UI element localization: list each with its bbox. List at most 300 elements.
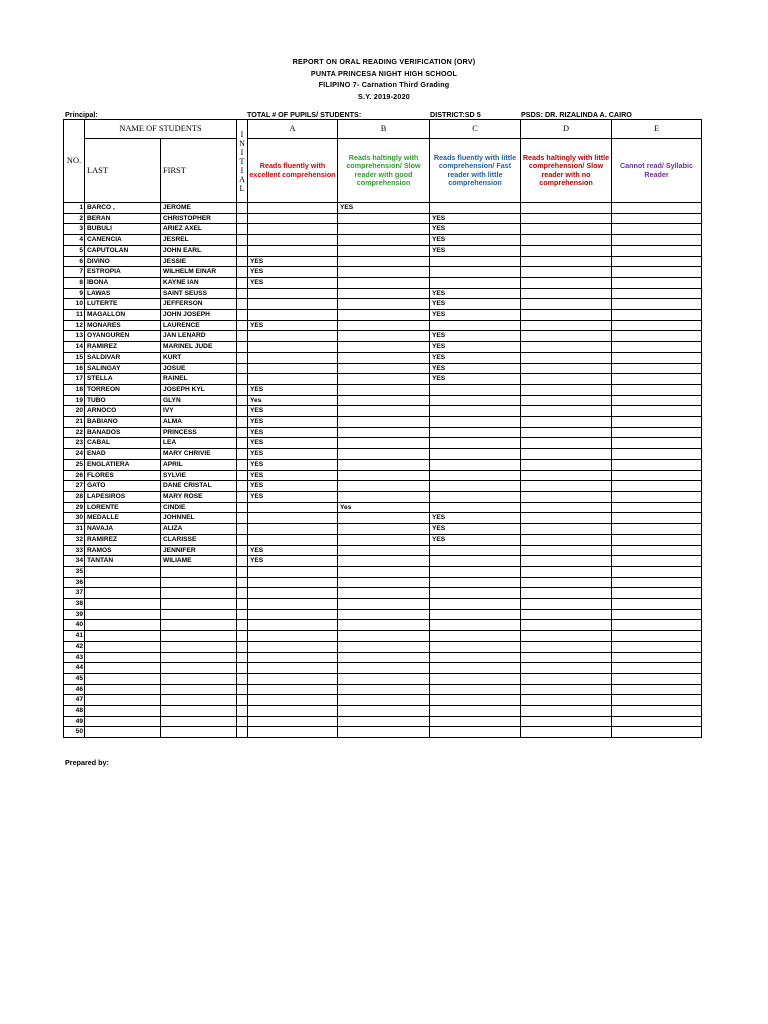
col-b-cell [338,267,430,278]
first-name-cell [161,631,237,642]
first-name-cell [161,695,237,706]
last-name-cell: LUTERTE [85,299,161,310]
col-a-cell [248,331,338,342]
category-d-desc: Reads haltingly with little comprehension/ Slow reader with no comprehension [521,139,612,203]
col-c-cell [430,459,521,470]
col-a-cell: YES [248,545,338,556]
col-e-cell [612,363,702,374]
table-row [64,235,702,246]
col-c-cell [430,620,521,631]
last-name-cell: ENGLATIERA [85,459,161,470]
total-students-label: TOTAL # OF PUPILS/ STUDENTS: [247,110,362,119]
col-d-cell [521,545,612,556]
col-a-cell [248,631,338,642]
col-e-cell [612,224,702,235]
initial-cell [237,609,248,620]
header-row-sub [64,139,702,203]
initial-cell [237,374,248,385]
col-b-cell [338,566,430,577]
last-name-cell: CAPUTOLAN [85,245,161,256]
row-number: 2 [64,213,85,224]
first-name-cell: RAINEL [161,374,237,385]
col-a-cell [248,534,338,545]
col-d-cell [521,288,612,299]
col-e-cell [612,245,702,256]
last-name-cell: IBONA [85,277,161,288]
last-name-cell: BARCO , [85,203,161,214]
last-name-cell: RAMOS [85,545,161,556]
col-d-cell [521,277,612,288]
col-d-cell [521,481,612,492]
first-name-cell [161,684,237,695]
col-d-cell [521,620,612,631]
col-d-cell [521,695,612,706]
col-a-cell [248,342,338,353]
initial-cell [237,706,248,717]
row-number: 50 [64,727,85,738]
col-c-cell [430,406,521,417]
last-name-cell: NAVAJA [85,524,161,535]
initial-cell [237,245,248,256]
category-e-desc: Cannot read/ Syllabic Reader [612,139,702,203]
col-a-cell: YES [248,481,338,492]
col-b-cell [338,449,430,460]
last-name-cell [85,609,161,620]
row-number: 49 [64,716,85,727]
last-name-cell: ENAD [85,449,161,460]
last-name-cell: GATO [85,481,161,492]
col-b-cell [338,663,430,674]
col-e-cell [612,267,702,278]
col-e-cell [612,459,702,470]
last-name-cell: CABAL [85,438,161,449]
row-number: 28 [64,491,85,502]
row-number: 33 [64,545,85,556]
col-b-cell [338,727,430,738]
table-row [64,609,702,620]
col-c-cell [430,395,521,406]
first-name-cell: JENNIFER [161,545,237,556]
col-e-cell [612,277,702,288]
last-name-cell [85,641,161,652]
row-number: 19 [64,395,85,406]
table-row [64,641,702,652]
col-e-cell [612,256,702,267]
row-number: 9 [64,288,85,299]
last-name-cell [85,566,161,577]
orv-table [63,119,702,738]
col-c-cell [430,384,521,395]
col-b-cell [338,470,430,481]
first-name-cell: GLYN [161,395,237,406]
last-name-cell: STELLA [85,374,161,385]
last-name-cell [85,577,161,588]
col-a-cell [248,684,338,695]
initial-cell [237,417,248,428]
col-d-cell [521,566,612,577]
col-b-cell [338,342,430,353]
col-e-cell [612,481,702,492]
col-d-cell [521,331,612,342]
col-e-cell [612,203,702,214]
col-e-cell [612,235,702,246]
col-d-cell [521,556,612,567]
initial-cell [237,716,248,727]
row-number: 17 [64,374,85,385]
category-a-desc: Reads fluently with excellent comprehension [248,139,338,203]
col-b-cell [338,716,430,727]
last-name-header: LAST [85,139,161,203]
last-name-cell: FLORES [85,470,161,481]
initial-cell [237,363,248,374]
col-c-cell [430,631,521,642]
row-number: 40 [64,620,85,631]
first-name-cell [161,673,237,684]
col-d-cell [521,224,612,235]
initial-cell [237,577,248,588]
col-e-cell [612,352,702,363]
col-e-cell [612,384,702,395]
row-number: 44 [64,663,85,674]
col-b-cell [338,352,430,363]
table-row [64,556,702,567]
row-number: 39 [64,609,85,620]
col-c-cell [430,491,521,502]
col-a-cell [248,727,338,738]
psds-label: PSDS: DR. RIZALINDA A. CAIRO [521,110,632,119]
last-name-cell [85,631,161,642]
row-number: 27 [64,481,85,492]
col-b-cell [338,310,430,321]
last-name-cell [85,652,161,663]
table-row [64,716,702,727]
row-number: 48 [64,706,85,717]
first-name-cell: JESREL [161,235,237,246]
col-e-cell [612,599,702,610]
last-name-cell [85,673,161,684]
first-name-cell [161,716,237,727]
table-row [64,513,702,524]
row-number: 8 [64,277,85,288]
initial-cell [237,727,248,738]
initial-cell [237,545,248,556]
col-c-cell: YES [430,213,521,224]
col-a-cell [248,609,338,620]
col-d-cell [521,599,612,610]
last-name-cell [85,620,161,631]
initial-cell [237,224,248,235]
last-name-cell [85,684,161,695]
row-number: 7 [64,267,85,278]
first-name-cell [161,652,237,663]
last-name-cell [85,599,161,610]
col-d-cell [521,449,612,460]
last-name-cell: SALINGAY [85,363,161,374]
col-c-cell [430,577,521,588]
col-b-cell [338,556,430,567]
col-c-cell: YES [430,363,521,374]
col-d-cell [521,320,612,331]
last-name-cell [85,727,161,738]
col-c-cell [430,256,521,267]
col-c-cell [430,545,521,556]
first-name-cell [161,566,237,577]
col-d-header: D [521,120,612,139]
table-row [64,481,702,492]
table-row [64,524,702,535]
table-row [64,545,702,556]
col-c-cell [430,277,521,288]
row-number: 20 [64,406,85,417]
report-title: REPORT ON ORAL READING VERIFICATION (ORV) [292,57,476,66]
col-b-cell [338,224,430,235]
col-b-cell [338,524,430,535]
col-e-cell [612,491,702,502]
col-c-cell: YES [430,331,521,342]
col-e-cell [612,556,702,567]
col-e-cell [612,727,702,738]
col-b-cell [338,384,430,395]
col-a-cell: YES [248,438,338,449]
col-c-cell [430,716,521,727]
col-a-cell [248,352,338,363]
col-a-cell: YES [248,406,338,417]
col-a-cell [248,513,338,524]
table-row [64,267,702,278]
col-b-cell [338,256,430,267]
first-name-cell: ARIEZ AXEL [161,224,237,235]
col-c-cell: YES [430,245,521,256]
col-d-cell [521,641,612,652]
table-row [64,695,702,706]
initial-cell [237,288,248,299]
initial-header-text: I N I T I A L [239,129,245,193]
col-d-cell [521,374,612,385]
col-b-cell [338,513,430,524]
row-number: 18 [64,384,85,395]
col-d-cell [521,631,612,642]
row-number: 47 [64,695,85,706]
col-e-cell [612,716,702,727]
first-name-cell: DANE CRISTAL [161,481,237,492]
initial-cell [237,310,248,321]
row-number: 1 [64,203,85,214]
col-d-cell [521,609,612,620]
col-e-cell [612,299,702,310]
col-a-cell [248,374,338,385]
initial-cell [237,599,248,610]
table-row [64,277,702,288]
col-d-cell [521,213,612,224]
last-name-cell: TANTAN [85,556,161,567]
initial-cell [237,684,248,695]
col-b-cell: Yes [338,502,430,513]
col-e-cell [612,524,702,535]
initial-cell [237,438,248,449]
last-name-cell: BANADOS [85,427,161,438]
col-d-cell [521,588,612,599]
table-row [64,352,702,363]
col-a-cell [248,673,338,684]
col-e-cell [612,684,702,695]
report-titles [0,56,768,102]
col-e-cell [612,331,702,342]
col-b-cell [338,395,430,406]
col-e-cell [612,417,702,428]
col-b-cell [338,695,430,706]
table-row [64,438,702,449]
first-name-cell: SYLVIE [161,470,237,481]
col-a-cell [248,663,338,674]
last-name-cell: MEDALLE [85,513,161,524]
initial-cell [237,641,248,652]
table-row [64,652,702,663]
table-row [64,288,702,299]
col-b-cell [338,406,430,417]
col-d-cell [521,491,612,502]
col-d-cell [521,427,612,438]
name-of-students-header: NAME OF STUDENTS [85,120,237,139]
col-a-header: A [248,120,338,139]
col-d-cell [521,267,612,278]
table-row [64,706,702,717]
row-number: 15 [64,352,85,363]
initial-cell [237,502,248,513]
col-e-cell [612,342,702,353]
col-c-cell: YES [430,513,521,524]
col-c-cell [430,566,521,577]
col-c-cell: YES [430,235,521,246]
col-d-cell [521,534,612,545]
initial-cell [237,384,248,395]
table-row [64,406,702,417]
row-number: 45 [64,673,85,684]
col-b-cell [338,331,430,342]
initial-cell [237,235,248,246]
col-e-cell [612,470,702,481]
col-d-cell [521,406,612,417]
initial-cell [237,491,248,502]
col-b-cell [338,299,430,310]
col-a-cell: YES [248,556,338,567]
col-b-cell [338,427,430,438]
last-name-cell: BUBULI [85,224,161,235]
row-number: 21 [64,417,85,428]
row-number: 4 [64,235,85,246]
col-c-cell: YES [430,342,521,353]
header-row-top [64,120,702,139]
col-e-cell [612,427,702,438]
table-row [64,384,702,395]
row-number: 38 [64,599,85,610]
row-number: 24 [64,449,85,460]
col-e-cell [612,449,702,460]
col-c-cell [430,609,521,620]
col-d-cell [521,727,612,738]
col-a-cell [248,203,338,214]
col-e-cell [612,288,702,299]
table-row [64,588,702,599]
last-name-cell [85,663,161,674]
col-a-cell [248,566,338,577]
first-name-cell: JOSEPH KYL [161,384,237,395]
col-a-cell: Yes [248,395,338,406]
col-e-cell [612,438,702,449]
category-b-desc: Reads haltingly with comprehension/ Slow reader with good comprehension [338,139,430,203]
col-e-cell [612,695,702,706]
table-row [64,470,702,481]
col-c-cell [430,267,521,278]
col-a-cell: YES [248,491,338,502]
last-name-cell: TORREON [85,384,161,395]
first-name-cell: JOHNNEL [161,513,237,524]
first-name-cell: MARINEL JUDE [161,342,237,353]
col-b-cell [338,599,430,610]
col-d-cell [521,235,612,246]
initial-cell [237,331,248,342]
col-a-cell [248,502,338,513]
first-name-cell: SAINT SEUSS [161,288,237,299]
col-c-cell: YES [430,288,521,299]
col-c-cell [430,449,521,460]
col-d-cell [521,299,612,310]
school-year: S.Y. 2019-2020 [358,91,410,101]
row-number: 41 [64,631,85,642]
col-b-header: B [338,120,430,139]
col-d-cell [521,245,612,256]
table-row [64,213,702,224]
first-name-cell: MARY ROSE [161,491,237,502]
col-d-cell [521,524,612,535]
last-name-cell: RAMIREZ [85,342,161,353]
first-name-cell [161,577,237,588]
table-row [64,684,702,695]
row-number: 22 [64,427,85,438]
table-row [64,566,702,577]
col-a-cell: YES [248,384,338,395]
last-name-cell: OYANGUREN [85,331,161,342]
last-name-cell: LORENTE [85,502,161,513]
row-number: 46 [64,684,85,695]
initial-cell [237,427,248,438]
row-number: 16 [64,363,85,374]
col-d-cell [521,342,612,353]
col-d-cell [521,502,612,513]
first-name-header: FIRST [161,139,237,203]
col-e-cell [612,566,702,577]
initial-cell [237,449,248,460]
col-a-cell [248,299,338,310]
row-number: 36 [64,577,85,588]
col-a-cell [248,224,338,235]
first-name-cell: PRINCESS [161,427,237,438]
col-b-cell [338,706,430,717]
last-name-cell [85,706,161,717]
col-b-cell [338,588,430,599]
first-name-cell: JAN LENARD [161,331,237,342]
initial-cell [237,395,248,406]
col-c-cell [430,673,521,684]
last-name-cell: TUBO [85,395,161,406]
col-a-cell [248,695,338,706]
last-name-cell: BERAN [85,213,161,224]
row-number: 34 [64,556,85,567]
initial-cell [237,566,248,577]
table-row [64,599,702,610]
col-c-cell: YES [430,352,521,363]
col-a-cell [248,245,338,256]
table-row [64,374,702,385]
